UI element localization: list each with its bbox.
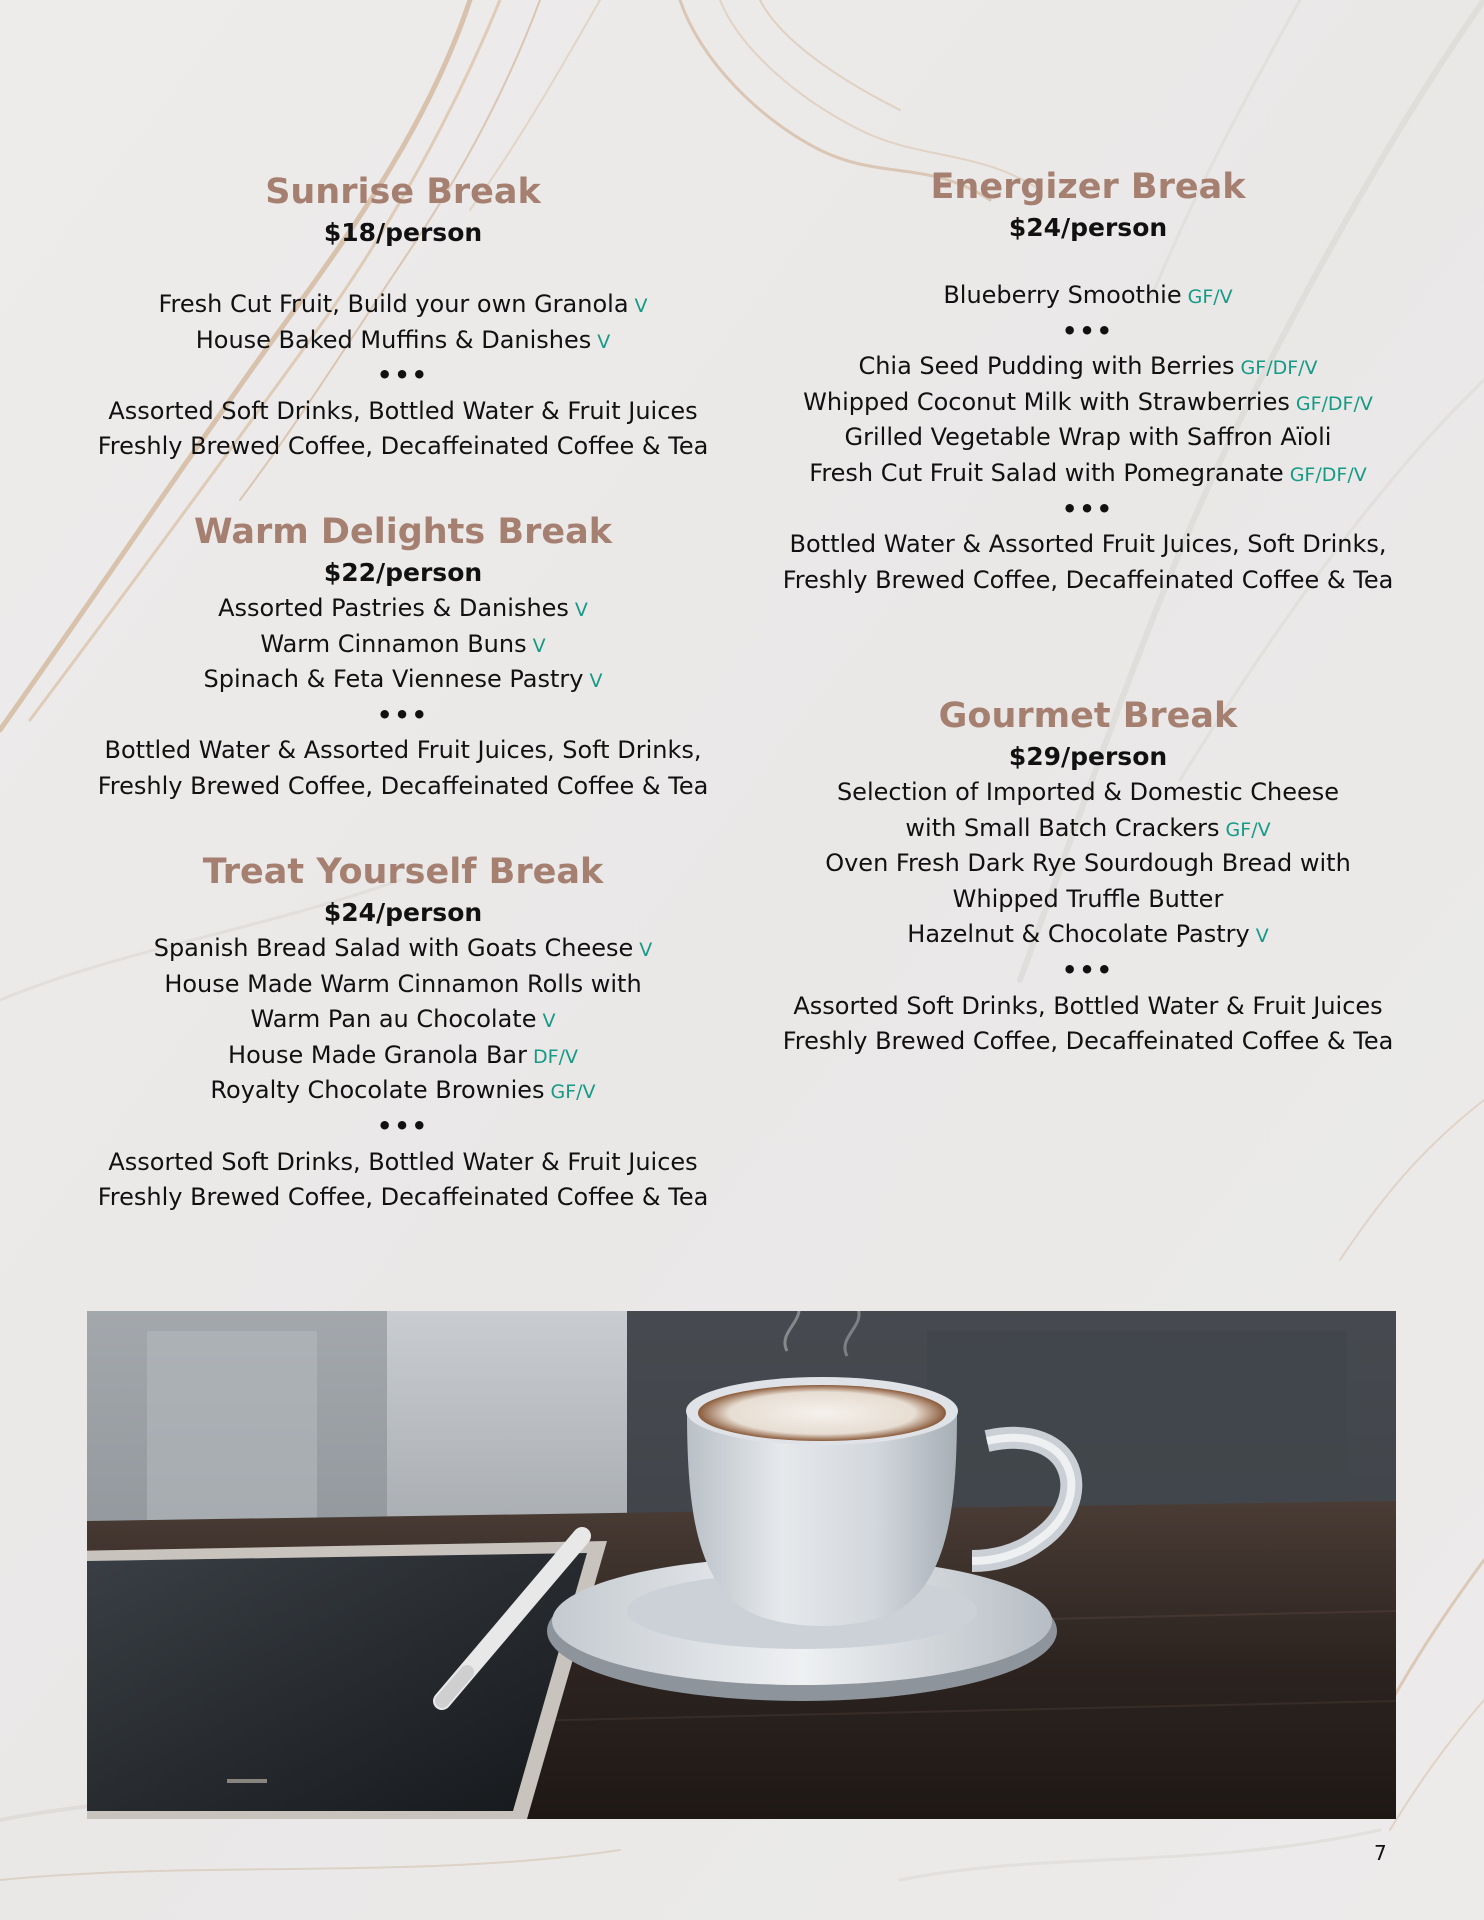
section-price: $29/person — [1008, 742, 1168, 771]
diet-tag: V — [532, 634, 546, 657]
section-title: Gourmet Break — [938, 696, 1238, 736]
menu-item: Oven Fresh Dark Rye Sourdough Bread with — [825, 849, 1351, 878]
section-price: $24/person — [323, 898, 483, 927]
diet-tag: GF/V — [1187, 286, 1233, 308]
menu-item: with Small Batch Crackers GF/V — [905, 813, 1271, 842]
menu-item: Selection of Imported & Domestic Cheese — [836, 778, 1340, 806]
menu-section-gourmet — [738, 693, 1438, 1060]
beverage-line: Freshly Brewed Coffee, Decaffeinated Coffee & Tea — [782, 565, 1394, 594]
beverage-line: Freshly Brewed Coffee, Decaffeinated Coffee & Tea — [97, 432, 709, 461]
beverage-line: Freshly Brewed Coffee, Decaffeinated Coffee & Tea — [782, 1027, 1394, 1056]
diet-tag: V — [542, 1010, 556, 1033]
separator-dots: ••• — [376, 700, 430, 729]
diet-tag: V — [589, 670, 603, 693]
menu-item: Hazelnut & Chocolate Pastry V — [907, 920, 1269, 949]
section-title: Treat Yourself Break — [202, 852, 604, 892]
diet-tag: GF/V — [550, 1081, 596, 1104]
separator-dots: ••• — [376, 361, 430, 390]
separator-dots: ••• — [1061, 955, 1115, 984]
beverage-line: Assorted Soft Drinks, Bottled Water & Fruit Juices — [793, 991, 1383, 1020]
diet-tag: GF/DF/V — [1240, 357, 1318, 380]
menu-item: Royalty Chocolate Brownies GF/V — [210, 1076, 596, 1105]
menu-item: Warm Pan au Chocolate V — [250, 1005, 556, 1034]
separator-dots: ••• — [1061, 316, 1115, 345]
separator-dots: ••• — [1061, 494, 1115, 523]
diet-tag: DF/V — [533, 1045, 578, 1068]
menu-section-sunrise — [53, 169, 753, 465]
page-number: 7 — [1374, 1841, 1387, 1865]
menu-item: House Made Granola Bar DF/V — [228, 1040, 578, 1069]
beverage-line: Freshly Brewed Coffee, Decaffeinated Coffee & Tea — [97, 1183, 709, 1212]
section-price: $22/person — [323, 558, 483, 587]
menu-item: Spinach & Feta Viennese Pastry V — [203, 665, 603, 694]
beverage-line: Assorted Soft Drinks, Bottled Water & Fruit Juices — [108, 396, 698, 425]
menu-section-energizer — [738, 164, 1438, 598]
menu-item: Chia Seed Pudding with Berries GF/DF/V — [858, 352, 1318, 381]
menu-item: Blueberry Smoothie GF/V — [943, 281, 1233, 309]
section-title: Energizer Break — [930, 167, 1246, 207]
menu-section-treat-yourself — [53, 849, 753, 1216]
menu-item: Fresh Cut Fruit, Build your own Granola V — [158, 290, 648, 318]
section-price: $24/person — [1008, 213, 1168, 242]
menu-item: Whipped Truffle Butter — [952, 884, 1224, 913]
menu-item: Whipped Coconut Milk with Strawberries GF/DF/V — [803, 387, 1373, 416]
menu-item: Fresh Cut Fruit Salad with Pomegranate GF/DF/V — [809, 458, 1367, 487]
menu-item: Spanish Bread Salad with Goats Cheese V — [153, 934, 653, 962]
menu-item: House Baked Muffins & Danishes V — [195, 325, 611, 354]
diet-tag: V — [597, 330, 611, 353]
tablet-icon — [87, 1541, 607, 1819]
menu-item: House Made Warm Cinnamon Rolls with — [164, 969, 642, 998]
diet-tag: GF/DF/V — [1289, 463, 1367, 486]
beverage-line: Assorted Soft Drinks, Bottled Water & Fruit Juices — [108, 1147, 698, 1176]
section-title: Sunrise Break — [265, 172, 541, 212]
diet-tag: GF/V — [1225, 818, 1271, 841]
diet-tag: GF/DF/V — [1295, 392, 1373, 415]
beverage-line: Bottled Water & Assorted Fruit Juices, Soft Drinks, — [104, 736, 702, 765]
menu-item: Warm Cinnamon Buns V — [260, 629, 546, 658]
diet-tag: V — [639, 939, 653, 961]
coffee-photo — [87, 1311, 1396, 1819]
beverage-line: Freshly Brewed Coffee, Decaffeinated Coffee & Tea — [97, 771, 709, 800]
menu-section-warm-delights — [53, 509, 753, 805]
separator-dots: ••• — [376, 1111, 430, 1140]
menu-item: Assorted Pastries & Danishes V — [218, 594, 588, 622]
diet-tag: V — [1255, 925, 1269, 948]
section-price: $18/person — [323, 218, 483, 247]
diet-tag: V — [574, 599, 588, 621]
diet-tag: V — [634, 295, 648, 317]
section-title: Warm Delights Break — [194, 512, 612, 552]
beverage-line: Bottled Water & Assorted Fruit Juices, Soft Drinks, — [789, 530, 1387, 559]
menu-item: Grilled Vegetable Wrap with Saffron Aïoli — [844, 423, 1332, 452]
